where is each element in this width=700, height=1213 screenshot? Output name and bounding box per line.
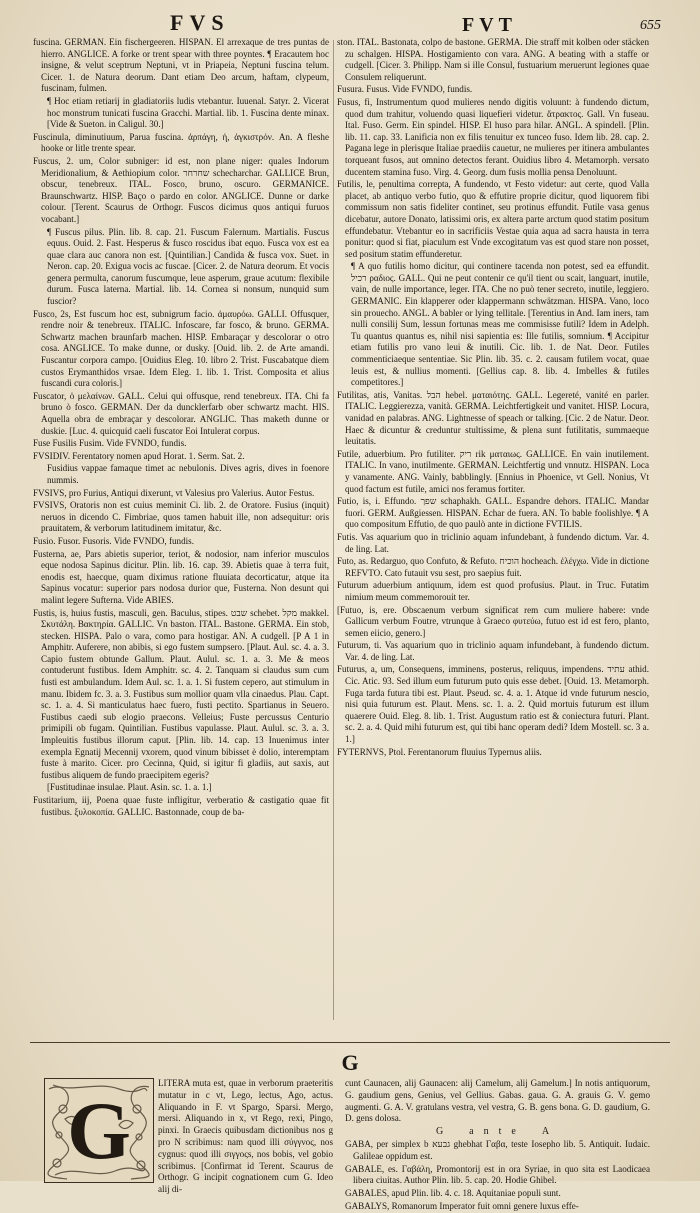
right-column <box>337 37 649 1022</box>
decorated-initial <box>44 1078 154 1183</box>
separator-rule <box>30 1042 670 1043</box>
g-right-column <box>345 1078 650 1211</box>
dictionary-entry: Futo, as. Redarguo, quo Confuto, & Refuto. הוכיח hocheach. ἐλέγχω. Vide in dictione REFVTO. Cato futauit vsu sest, pro saepius fuit. <box>337 556 649 578</box>
g-intro-text: LITERA muta est, quae in verborum praeteritis mutatur in c vt, Lego, lectus, Ago, actus. Aliquando in F. vt Spargo, Sparsi. Mergo, mersi. Aliquando in x, vt Rego, rexi, Pingo, pinxi. In Graecis quibusdam dictionibus nos g pro N scribimus: nam quod illi σύγγνος, nos cygnus: quod illi σιγγοςs, nos bobis, vel gobio scribimus. [Confirmat id Terent. Scaurus de Orthogr. G incipit cognationem cum G. Ideo alij di- <box>158 1078 333 1195</box>
dictionary-entry: Fusus, fi, Instrumentum quod mulieres nendo digitis voluunt: à fundendo dictum, quod dum trahitur, voluendo quasi liquefieri videtur. ἄτρακτος. Gall. Vn fuseau. Ital. Fuso. Germ. Ein spindel. HISP. El huso para hilar. ANGL. A spindell. [Plin. lib. 11. cap. 33. Lanificia non ex filis tenuitur ex tunceo fuso. Idem lib. 28. cap. 2. Pagana lege in plerisque Italiae praediis cauetur, ne mulieres per itinera ambulantes torqueant fusos, aut omnino detectos ferant. Ouidius libro 4. Metamorph. versato ducentem stamina fuso. Virg. 4. Georg. dum fusis mollia pensa Denoluunt. <box>337 96 649 177</box>
dictionary-entry: GABA, per simplex b גבעא ghebhat Γαβα, teste Iosepho lib. 5. Antiquit. Iudaic. Galileae oppidum est. <box>345 1138 650 1161</box>
g-intro-continuation: cunt Caunacen, alij Gaunacen: alij Camelum, alij Gamelum.] In notis antiquorum, G. gaudium gens, Genius, vel Gellius. Gabas. gaua. G. A. grauis G. V. gemo augmenti. G. A. V. gratulans vestra, vel vestra, G. B. gens bona. G. D. gaudium, G. D. gens dolosa. <box>345 1078 650 1124</box>
running-head-left: FVS <box>170 10 230 35</box>
dictionary-entry: Futurum aduerbium antiquum, idem est quod profusius. Plaut. in Truc. Futatim nimium meum commemorouit ter. <box>337 580 649 602</box>
dictionary-entry: Futio, is, i. Effundo. שפך schaphakh. GALL. Espandre dehors. ITALIC. Mandar fuori. GERM. Außgiessen. HISPAN. Echar de fuera. AN. To bable foolishlye. ¶ A quo compositum Effutio, de quo paulò ante in dictione FVTILIS. <box>337 496 649 530</box>
dictionary-entry: ¶ Fuscus pilus. Plin. lib. 8. cap. 21. Fuscum Falernum. Martialis. Fuscus equus. Ouid. 2. Fast. Hesperus & fusco roscidus ibat equo. Fusca vox est ea quae clara auc canora non est. [Quintilian.] Candida & fusca vox. Suet. in Neron. cap. 20. Exigua vocis ac fuscae. [Cicer. 2. de Natura deorum. Et vocis genera permulta, canorum fuscumque, leue asperum, graue acutum: flexibile durum. Fusca laterna. Martial. lib. 14. Cornea si nonsum, nunquid sum fuscior? <box>47 226 329 307</box>
dictionary-entry: Fuse Fusilis Fusim. Vide FVNDO, fundis. <box>33 438 187 449</box>
running-head <box>0 4 700 38</box>
dictionary-entry: ¶ A quo futilis homo dicitur, qui continere tacenda non potest, sed ea effundit. רכיל ραδιος. GALL. Qui ne peut contenir ce qu'il tient ou scait, languart, inutile, vain, de nulle importance, leger. ITA. Che no può tener secreto, inutile, leggiero. GERMANIC. Ein klapperer oder klappermann schwätzman. HISPA. Vano, loco sin prouecho. ANGL. A babler or lying tellitale. [Terentius in And. Iam iners, tam nulli consilij Sum, lessun fortunas meas me commisisse futili? Idem in Adelph. Tu quantus quantus es, nihil nisi sapientia es: Ille futilis, somnium. ¶ Accipitur etiam futilis pro vano leui & inutili. Cic. lib. 1. de Nat. Deor. Futiles commenticiaeque sententiae. Sic Plin. lib. 35. c. 2. causam futilem vocat, quae leuis est, & nullius momenti. [Gellius cap. 8. lib. 4. Imbelles & futiles competitores.] <box>351 261 649 388</box>
dictionary-entry: FVSIVS, Oratoris non est cuius meminit Ci. lib. 2. de Oratore. Fusius (inquit) neruos in dicendo C. Fimbriae, quos tamen habuit ille, non adsequitur: oris prauitatem, & verborum latitudinem imitatur, &c. <box>33 500 329 534</box>
dictionary-entry: Fuscator, ὁ μελαίνων. GALL. Celui qui offusque, rend tenebreux. ITA. Chi fa bruno ò fosco. GERMAN. Der da duncklerfarb ober schwartz macht. HIS. Aquella obra de embraçar y descolorar. ANGLIC. Thas maketh dunne or duskie. [Luc. 4. quicquid caeli fuscator Eoi Intulerat corpus. <box>33 390 329 436</box>
running-head-right: FVT <box>462 14 517 36</box>
dictionary-entry: Futilitas, atis, Vanitas. הבל hebel. ματαιότης. GALL. Legereté, vanité en parler. ITALIC. Leggierezza, vanità. GERMA. Leichtfertigkeit und vanitet. HISP. Locura, vanidad en palabras. ANG. Lightnesse of speach or talking. [Cic. 2 de Natur. Deor. Haec & dicuntur & creduntur stultissime, & plena sunt futilitatis, summaeque leuitatis. <box>337 389 649 447</box>
dictionary-entry: Futilis, le, penultima correpta, A fundendo, vt Festo videtur: aut certe, quod Valla placet, ab antiquo verbo futio, quo & effutire proprie dicitur, quod liquorem fibi commissum non satis fideliter continet, seu protinus effundit. Futile vasa genus dicebatur, autore Donato, latissimi oris, ex altera parte arctum quod statim positum effundebatur. Vtebantur eo in sacrificiis Vestae quia aqua ad sacra hausta in terra ponitur: quod si fiat, piaculum est Vnde excogitatum vas est quod stare non posset, sed positum statim effunderetur. <box>337 179 649 259</box>
dictionary-entry: Fusura. Fusus. Vide FVNDO, fundis. <box>337 84 473 95</box>
dictionary-entry: Fustis, is, huius fustis, masculi, gen. Baculus, stipes. שבט schebet. מקל makkel. Σκυτάλη. Βακτηρία. GALLIC. Vn baston. ITAL. Bastone. GERMA. Ein stob, stecken. HISPA. Palo o vara, como para hostigar. AN. A cudgell. [P A 1 in Amphitr. Auferere, non abibis, si ego fustem sumpsero. [Plaut. Aul. sc. 4. a. 3. Capio fustem obtunde Gallum. Plaut. Aulul. sc. 1. a. 3. Me & meos contuderunt fustibus. Idem Amphitr. sc. 4. 2. Tanquam si claudus sum cum fusti est ambulandum. Idem Aul. sc. 1. a. 1. Si fustem cepero, aut stimulum in manu. Ibidem fc. 3. a. 3. Fustibus sum mollior quam vlla cinaedus. Plau. Capt. sc. 1. a. 4. Si manticulatus haec fuero, fusti pectito. Spartianus in Seuero. Fustibus caedi sub elogio praecons. Velleius; Fuste percussus Centurio primipili ob fugam. Quintilian. Fustibus vapulasse. Plaut. Aulul. sc. 3. a. 3. Impleuitis fustibus illorum caput. [Plin. lib. 14. cap. 13 Inuenimus inter exempla Egnatij Mecennij vxorem, quod vinum bibisset è dolio, interemptam fuste à marito. Cicer. pro Cecinna, Quid, si igitur fi gladiis, aut saxis, aut fustibus aliquem de fundo praecipitem egeris? <box>33 607 329 780</box>
dictionary-entry: Fusterna, ae, Pars abietis superior, teriot, & nodosior, nam inferior musculos eque nodosa Sapinus dicitur. Plin. lib. 16. cap. 39. Abietis quae à terra fuit, enodis est, haecque, quam diximus ratione fluuiata decorticatur, atque ita Sapinus vocatur: superior pars nodosa durior que, Fusterna. Non desunt qui malint legere Sufterna. Vide ABIES. <box>33 548 329 605</box>
subsection-heading <box>345 1126 650 1138</box>
dictionary-entry: GABALE, es. Γαβάλη, Promontorij est in ora Syriae, in quo sita est Laodicaea libera ciuitas. Author Plin. lib. 5. cap. 20. Hodie Ghibel. <box>345 1163 650 1186</box>
section-separator <box>30 1042 670 1044</box>
initial-letter: G <box>67 1085 131 1176</box>
dictionary-entry: Fusidius vappae famaque timet ac nebulonis. Dives agris, dives in foenore nummis. <box>47 463 329 485</box>
dictionary-entry: [Futuo, is, ere. Obscaenum verbum significat rem cum muliere habere: vnde Gallicum verbum Foutre, vtrunque à Graeco φυτεύω, futuo est id est fero, planto, semen eiicio, genero.] <box>337 604 649 638</box>
subsection-heading-part: ante <box>469 1126 526 1138</box>
dictionary-entry: Futile, aduerbium. Pro futiliter. ריק rik ματαιως. GALLICE. En vain inutilement. ITALIC. In vano, inutilmente. GERMAN. Leichtfertig und vnnutz. HISPAN. Loca y vanamente. ANG. Vainly, babblingly. [Ennius in Phoenice, vt Gell. Nonius, Vt quod factum est futile, amici nos feramus fortiter. <box>337 448 649 494</box>
dictionary-entry: ston. ITAL. Bastonata, colpo de bastone. GERMA. Die straff mit kolben oder stäcken zu schalgen. HISPA. Hostigamiento con vara. ANG. A beating with a staffe or cudgell. [Cicer. 3. Philipp. Nam si ille Consul, fustuarium meruerunt legiones quae Consulem reliquerunt. <box>337 37 649 82</box>
dictionary-entry: Futurus, a, um, Consequens, imminens, posterus, reliquus, impendens. עתיד athid. Cic. Atic. 93. Sed illum eum futurum puto quis esse debet. [Ouid. 13. Metamorph. Fuga tarda futura tibi est. Plaut. Pseud. sc. 4. a. 1. Atque id vnde futurum nescio, nisi quia futurum est. Plaut. Mens. sc. 1. a. 2. Quid mortuis futurum est illum quaerere Ouid. Eleg. 8. lib. 1. Trist. Augustum ratio est & coniectura futuri. Plant. sc. 2. a. 4. Quid mihi futurum est, qui tibi hanc operam dedi? Idem Mostell. sc. 3 a. 1.] <box>337 664 649 745</box>
dictionary-entry: Fusco, 2s, Est fuscum hoc est, subnigrum facio. ἀμαυρόω. GALLI. Offusquer, rendre noir & tenebreux. ITALIC. Infoscare, far fosco, & bruno. GERMA. Schwartz machen braunfarb machen. HISP. Embaraçar y descolorar o otro cosa. ANGLICE. To make dunne, or dusky. [Ouid. lib. 2. de Arte amandi. Fuscantur corpora campo. [Ouidius Eleg. 10. libro 2. Trist. Fuscabatque diem custos Erymanthidos vrsae. Idem Eleg. 1. lib. 1. Trist. Composita et alius fuscandi cura coloris.] <box>33 308 329 389</box>
dictionary-entry: FVSIVS, pro Furius, Antiqui dixerunt, vt Valesius pro Valerius. Autor Festus. <box>33 487 315 498</box>
dictionary-entry: [Fustitudinae insulae. Plaut. Asin. sc. 1. a. 1.] <box>47 782 212 793</box>
subsection-heading-part: G <box>435 1126 454 1138</box>
dictionary-entry: GABALES, apud Plin. lib. 4. c. 18. Aquitaniae populi sunt. <box>345 1188 561 1199</box>
dictionary-entry: fuscina. GERMAN. Ein fischergeeren. HISPAN. El arrexaque de tres puntas de hierro. ANGLICE. A forke or trent spear with three poyntes. ¶ Eracautem hoc insigne, & velut sceptrum Neptuni, vt in Priapeia, Neptuni fuscina telum. Cicer. 1. de Natura deorum. Dant etiam Deo arcum, haftam, clypeum, fuscinam, fulmen. <box>33 37 329 94</box>
dictionary-entry: Fuscus, 2. um, Color subniger: id est, non plane niger: quales Indorum Meridionalium, & Aethiopium color. שחרחר schecharchar. GALLICE Brun, obscur, tenebreux. ITAL. Fosco, bruno, oscuro. GERMANICE. Braunschwartz. HISP. Baço o pardo en color. ANGLICE. Dunne or darke colour. [Terent. Scaurus de Orthogr. Fuscos dicimus quos antiqui furuos vocabant.] <box>33 155 329 224</box>
dictionary-entry: Fuscinula, diminutiuum, Parua fuscina. ἁρπάγη, ἡ, ἁγκιστρόν. An. A fleshe hooke or litle trente spear. <box>33 131 329 154</box>
dictionary-entry: Fusio. Fusor. Fusoris. Vide FVNDO, fundis. <box>33 535 194 546</box>
page-number: 655 <box>640 18 661 33</box>
section-letter-heading: G <box>341 1050 359 1075</box>
left-column <box>33 37 329 1022</box>
subsection-heading-part: A <box>541 1126 560 1138</box>
dictionary-entry: Fustitarium, iij, Poena quae fuste infligitur, verberatio & castigatio quae fit fustibus. ξυλοκοπία. GALLIC. Bastonnade, coup de ba- <box>33 795 329 817</box>
dictionary-entry: FYTERNVS, Ptol. Ferentanorum fluuius Typernus aliis. <box>337 746 542 757</box>
dictionary-entry: FVSIDIV. Ferentatory nomen apud Horat. 1. Serm. Sat. 2. <box>33 450 245 461</box>
column-divider <box>333 40 334 1020</box>
dictionary-entry: Futis. Vas aquarium quo in triclinio aquam infundebant, à fundendo dictum. Var. 4. de ling. Lat. <box>337 531 649 554</box>
dictionary-entry: Futurum, ti. Vas aquarium quo in triclinio aquam infundebant, à fundendo dictum. Var. 4. de ling. Lat. <box>337 640 649 662</box>
dictionary-entry: GABALYS, Romanorum Imperator fuit omni genere luxus effe- <box>345 1200 579 1211</box>
dictionary-entry: ¶ Hoc etiam retiarij in gladiatoriis ludis vtebantur. Iuuenal. Satyr. 2. Vicerat hoc monstrum tunicati fuscina Gracchi. Martial. lib. 1. Fuscina dente minax. [Vide & Sueton. in Caligul. 30.] <box>47 95 329 130</box>
